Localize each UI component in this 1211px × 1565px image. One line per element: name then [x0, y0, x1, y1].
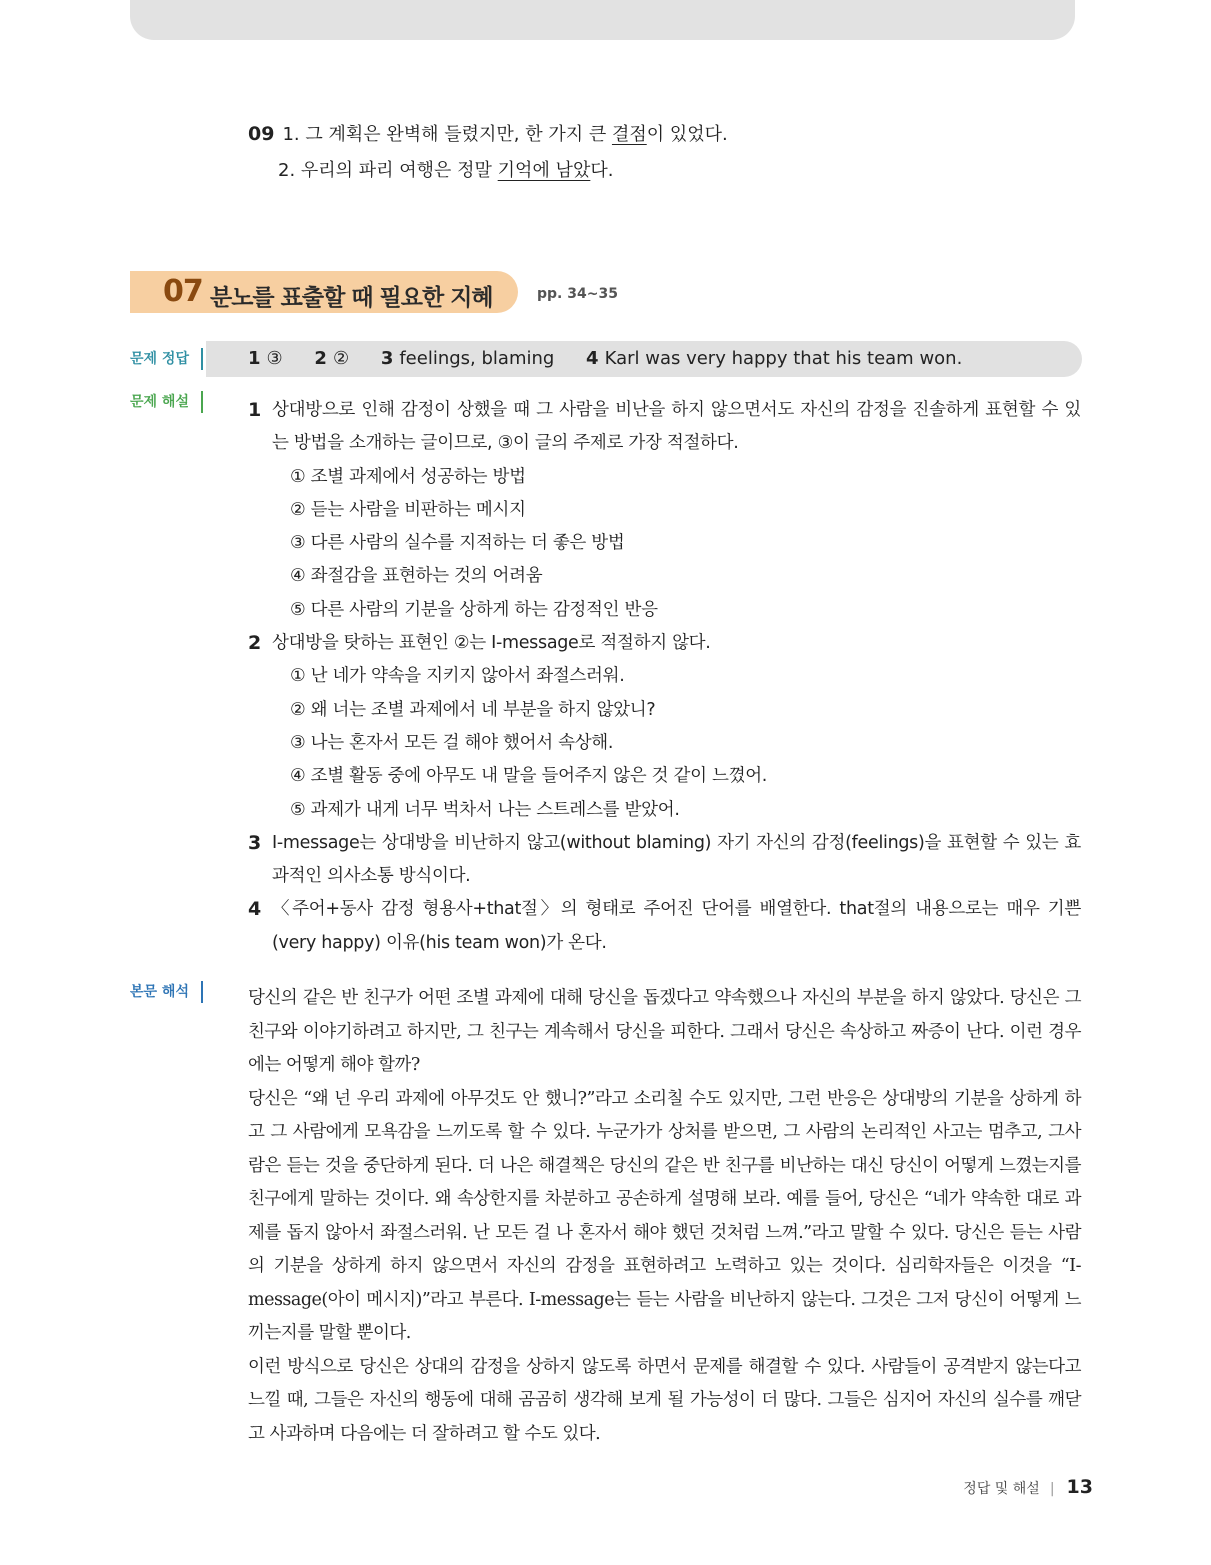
explanation-1	[248, 394, 1081, 627]
explanation-number: 3	[248, 831, 261, 854]
explanation-block	[248, 394, 1081, 960]
explanation-number: 2	[248, 632, 261, 655]
explanation-3	[248, 827, 1081, 894]
page-footer	[963, 1476, 1093, 1498]
section-title: 분노를 표출할 때 필요한 지혜	[210, 285, 493, 311]
answer-number: 1	[248, 348, 261, 369]
explanation-text: 상대방으로 인해 감정이 상했을 때 그 사람을 비난을 하지 않으면서도 자신의 감정을 진솔하게 표현할 수 있는 방법을 소개하는 글이므로, ③이 글의 주제로 가장 적절하다.	[272, 400, 1081, 454]
answer-number: 4	[586, 348, 599, 369]
option-item: ⑤ 과제가 내게 너무 벅차서 나는 스트레스를 받았어.	[290, 799, 680, 820]
option-item: ② 왜 너는 조별 과제에서 네 부분을 하지 않았니?	[290, 699, 656, 720]
footer-separator: |	[1049, 1481, 1055, 1497]
option-item: ① 조별 과제에서 성공하는 방법	[290, 466, 526, 487]
answer-value: ③	[266, 348, 283, 369]
question-09-answers	[248, 116, 728, 189]
q09-line-1	[248, 116, 728, 153]
answer-value: ②	[332, 348, 350, 369]
section-number: 07	[163, 274, 203, 309]
top-gray-band	[130, 0, 1075, 40]
answers-list	[248, 348, 988, 369]
option-item: ⑤ 다른 사람의 기분을 상하게 하는 감정적인 반응	[290, 599, 658, 620]
footer-label: 정답 및 해설	[963, 1481, 1040, 1497]
option-item: ① 난 네가 약속을 지키지 않아서 좌절스러워.	[290, 666, 625, 687]
q09-line2-tail: 다.	[590, 160, 614, 181]
answer-number: 3	[380, 348, 394, 369]
label-translation: 본문 해석	[130, 981, 203, 1003]
translation-body	[248, 982, 1081, 1451]
q09-number: 09	[248, 123, 275, 145]
answer-item	[586, 348, 962, 369]
answer-value: Karl was very happy that his team won.	[604, 348, 963, 369]
explanation-number: 1	[248, 399, 261, 421]
option-item: ④ 좌절감을 표현하는 것의 어려움	[290, 566, 543, 587]
explanation-text: 〈주어+동사 감정 형용사+that절〉의 형태로 주어진 단어를 배열한다. that절의 내용으로는 매우 기쁜(very happy) 이유(his team won)가 온다.	[272, 899, 1081, 953]
q09-line-2	[248, 153, 728, 189]
answer-value: feelings, blaming	[399, 348, 555, 369]
q09-line2-text: 2. 우리의 파리 여행은 정말	[278, 160, 498, 181]
explanation-4	[248, 893, 1081, 960]
q09-line2-underlined: 기억에 남았	[497, 160, 591, 181]
option-item: ③ 다른 사람의 실수를 지적하는 더 좋은 방법	[290, 533, 625, 554]
option-item: ③ 나는 혼자서 모든 걸 해야 했어서 속상해.	[290, 732, 614, 753]
translation-paragraph: 당신은 “왜 넌 우리 과제에 아무것도 안 했니?”라고 소리칠 수도 있지만, 그런 반응은 상대방의 기분을 상하게 하고 그 사람에게 모욕감을 느끼도록 할 수 있다. 누군가가 상처를 받으면, 그 사람의 논리적인 사고는 멈추고, 그사람은 듣는 것을 중단하게 된다. 더 나은 해결책은 당신의 같은 반 친구를 비난하는 대신 당신이 어떻게 느꼈는지를 친구에게 말하는 것이다. 왜 속상한지를 차분하고 공손하게 설명해 보라. 예를 들어, 당신은 “네가 약속한 대로 과제를 돕지 않아서 좌절스러워. 난 모든 걸 나 혼자서 해야 했던 것처럼 느껴.”라고 말할 수 있다. 당신은 듣는 사람의 기분을 상하게 하지 않으면서 자신의 감정을 표현하려고 노력하고 있는 것이다. 심리학자들은 이것을 “I-message(아이 메시지)”라고 부른다. I-message는 듣는 사람을 비난하지 않는다. 그것은 그저 당신이 어떻게 느끼는지를 말할 뿐이다.	[248, 1088, 1081, 1343]
q09-line1-text: 1. 그 계획은 완벽해 들렸지만, 한 가지 큰	[282, 124, 612, 145]
label-explanation: 문제 해설	[130, 391, 203, 413]
answer-item	[381, 348, 555, 369]
option-item: ④ 조별 활동 중에 아무도 내 말을 들어주지 않은 것 같이 느꼈어.	[290, 766, 768, 787]
explanation-number: 4	[248, 898, 261, 921]
option-item: ② 듣는 사람을 비판하는 메시지	[290, 499, 526, 520]
explanation-text: 상대방을 탓하는 표현인 ②는 I-message로 적절하지 않다.	[272, 633, 711, 654]
page-number: 13	[1066, 1476, 1093, 1498]
q09-line1-tail: 이 있었다.	[646, 124, 728, 145]
answer-item	[314, 348, 349, 369]
translation-paragraph: 이런 방식으로 당신은 상대의 감정을 상하지 않도록 하면서 문제를 해결할 수 있다. 사람들이 공격받지 않는다고 느낄 때, 그들은 자신의 행동에 대해 곰곰히 생각해 보게 될 가능성이 더 많다. 그들은 심지어 자신의 실수를 깨닫고 사과하며 다음에는 더 잘하려고 할 수도 있다.	[248, 1356, 1081, 1444]
explanation-2	[248, 627, 1081, 827]
q09-line1-underlined: 결점	[611, 124, 647, 145]
section-pages: pp. 34~35	[537, 286, 618, 302]
answer-item	[248, 348, 283, 369]
explanation-text: I-message는 상대방을 비난하지 않고(without blaming) 자기 자신의 감정(feelings)을 표현할 수 있는 효과적인 의사소통 방식이다.	[272, 832, 1081, 887]
answer-number: 2	[314, 348, 327, 369]
label-answers: 문제 정답	[130, 348, 203, 370]
translation-paragraph: 당신의 같은 반 친구가 어떤 조별 과제에 대해 당신을 돕겠다고 약속했으나 자신의 부분을 하지 않았다. 당신은 그 친구와 이야기하려고 하지만, 그 친구는 계속해서 당신을 피한다. 그래서 당신은 속상하고 짜증이 난다. 이런 경우에는 어떻게 해야 할까?	[248, 988, 1081, 1075]
